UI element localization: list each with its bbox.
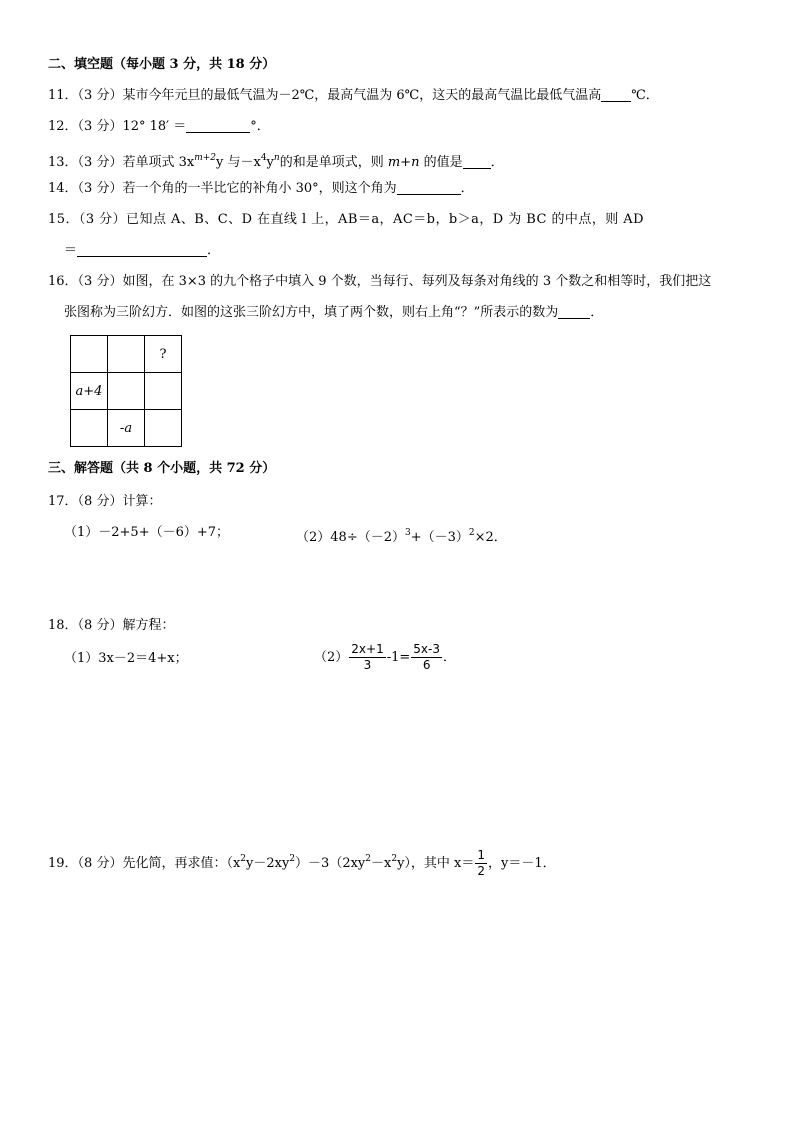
fraction-numerator: 5x-3 — [413, 642, 440, 656]
q14-text: 14．（3 分）若一个角的一半比它的补角小 30°，则这个角为 — [48, 181, 397, 196]
q19-text: 19．（8 分）先化简，再求值：（x — [48, 856, 241, 871]
question-19 — [48, 842, 556, 881]
fraction-denominator: 3 — [363, 658, 372, 672]
question-15-continued — [64, 243, 220, 259]
question-11 — [48, 88, 659, 104]
q13-text: y — [266, 155, 274, 170]
q19-text: y－2xy — [246, 856, 290, 871]
q12-end: °． — [250, 119, 270, 134]
answer-blank — [558, 306, 590, 319]
answer-blank — [77, 244, 207, 257]
q15-equals: ＝ — [64, 243, 78, 258]
q13-expression: m+n — [387, 155, 420, 170]
q16-text: 张图称为三阶幻方．如图的这张三阶幻方中，填了两个数，则右上角“？”所表示的数为 — [64, 305, 559, 320]
question-18-title: 18．（8 分）解方程： — [48, 618, 175, 633]
grid-cell — [108, 373, 145, 410]
question-17-title: 17．（8 分）计算： — [48, 494, 162, 509]
grid-cell: -a — [108, 410, 145, 447]
q12-text: 12．（3 分）12° 18′ ＝ — [48, 119, 187, 134]
answer-blank — [186, 120, 250, 133]
fraction-denominator: 6 — [422, 658, 431, 672]
question-15: 15．（3 分）已知点 A、B、C、D 在直线 l 上，AB＝a，AC＝b，b＞a，D 为 BC 的中点，则 AD — [48, 212, 645, 227]
q18-end: ． — [442, 650, 456, 665]
section-title-answer: 三、解答题（共 8 个小题，共 72 分） — [48, 461, 276, 476]
q19-exponent: 2 — [289, 854, 296, 864]
fraction-denominator: 2 — [477, 864, 486, 878]
q17-exponent: 3 — [404, 528, 411, 538]
q17-text: +（－3） — [410, 530, 469, 545]
q13-exponent: 4 — [260, 153, 267, 163]
question-18-part-2 — [314, 641, 456, 675]
q17-text: （2）48÷（－2） — [296, 530, 405, 545]
fraction-numerator: 2x+1 — [351, 642, 384, 656]
magic-square-grid — [70, 335, 182, 447]
q19-text: y），其中 x＝ — [397, 856, 475, 871]
q19-exponent: 2 — [240, 854, 247, 864]
q13-exponent: m+2 — [194, 153, 216, 163]
fraction-numerator: 1 — [477, 848, 486, 862]
q16-end: ． — [590, 305, 604, 320]
question-17-part-2 — [296, 525, 507, 546]
q19-exponent: 2 — [391, 854, 398, 864]
grid-cell — [145, 373, 182, 410]
question-16: 16．（3 分）如图，在 3×3 的九个格子中填入 9 个数，当每行、每列及每条对角线的 3 个数之和相等时，我们把这 — [48, 274, 712, 289]
answer-blank — [397, 182, 461, 195]
question-12 — [48, 119, 270, 135]
q13-text: 的和是单项式，则 — [279, 155, 388, 170]
q11-end: ℃． — [631, 88, 659, 103]
q18-text: -1= — [386, 650, 411, 665]
q19-text: －x — [371, 856, 392, 871]
q17-exponent: 2 — [468, 528, 475, 538]
q14-end: ． — [460, 181, 474, 196]
q18-text: （2） — [314, 650, 349, 665]
q15-end: ． — [207, 243, 221, 258]
fraction — [475, 848, 487, 879]
answer-blank — [463, 156, 491, 169]
question-16-continued — [64, 305, 603, 321]
fraction — [349, 642, 385, 673]
grid-cell: a+4 — [71, 373, 108, 410]
question-18-part-1: （1）3x－2＝4+x； — [64, 651, 188, 666]
grid-cell — [71, 410, 108, 447]
q13-text: y 与－x — [216, 155, 261, 170]
q13-text: 13．（3 分）若单项式 3x — [48, 155, 195, 170]
q19-text: ）－3（2xy — [295, 856, 366, 871]
q17-text: ×2． — [474, 530, 507, 545]
fraction — [411, 642, 442, 673]
q19-text: ，y＝－1． — [488, 856, 556, 871]
grid-cell: ? — [145, 336, 182, 373]
q13-exponent: n — [273, 153, 280, 163]
grid-cell — [145, 410, 182, 447]
q19-exponent: 2 — [365, 854, 371, 864]
question-13 — [48, 150, 504, 171]
section-title-fill-blank: 二、填空题（每小题 3 分，共 18 分） — [48, 57, 276, 72]
question-14 — [48, 181, 474, 197]
q13-text: 的值是 — [419, 155, 463, 170]
q11-text: 11．（3 分）某市今年元旦的最低气温为－2℃，最高气温为 6℃，这天的最高气温比最低气温高 — [48, 88, 602, 103]
grid-cell — [108, 336, 145, 373]
question-17-part-1: （1）－2+5+（－6）+7； — [64, 525, 230, 540]
answer-blank — [601, 89, 631, 102]
q13-end: ． — [490, 155, 504, 170]
grid-cell — [71, 336, 108, 373]
